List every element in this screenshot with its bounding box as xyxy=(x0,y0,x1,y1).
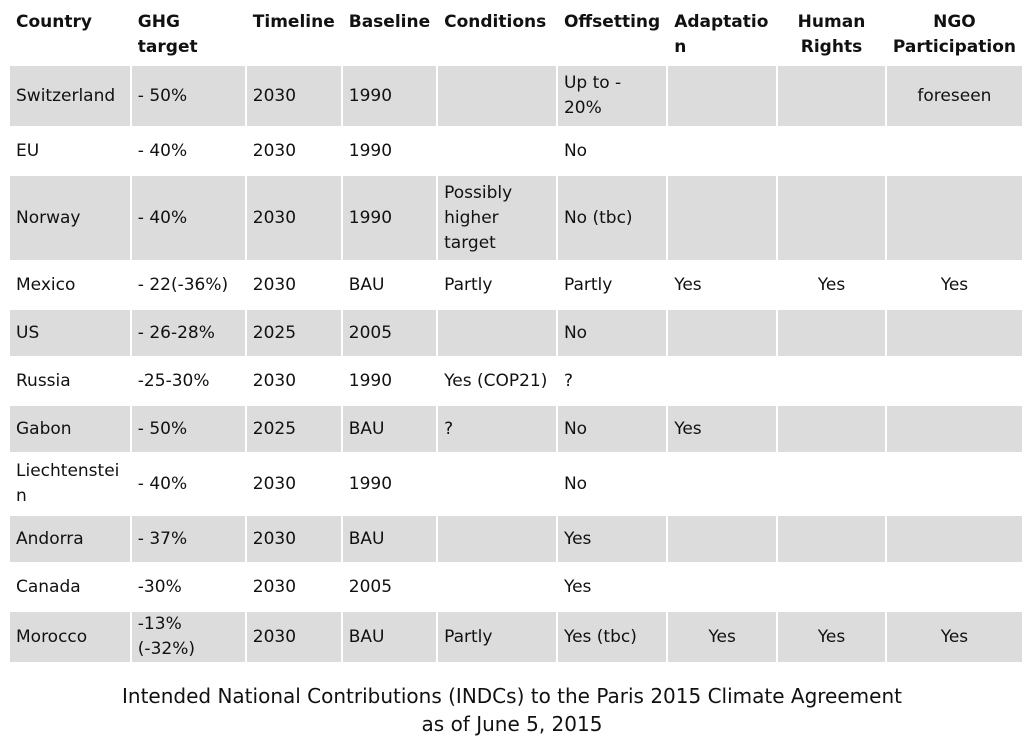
cell-country: Mexico xyxy=(16,274,76,295)
header-adaptation: Adaptatio n xyxy=(674,12,769,57)
cell-conditions: Partly xyxy=(444,274,493,295)
header-conditions: Conditions xyxy=(444,12,547,32)
cell-ngo-participation xyxy=(887,454,1022,514)
cell-timeline: 2030 xyxy=(247,612,341,662)
cell-conditions xyxy=(438,516,556,562)
cell-offsetting: Yes xyxy=(558,516,666,562)
header-timeline: Timeline xyxy=(252,12,335,32)
caption-line-1: Intended National Contributions (INDCs) to the Paris 2015 Climate Agreement xyxy=(122,684,902,708)
cell-timeline: 2030 xyxy=(252,473,297,494)
cell-ngo-participation xyxy=(887,406,1022,452)
table-row xyxy=(10,66,1022,126)
cell-human-rights xyxy=(778,516,885,562)
cell-ngo-participation xyxy=(887,128,1022,174)
table-header xyxy=(10,7,1022,64)
cell-human-rights xyxy=(778,564,885,610)
cell-offsetting: Partly xyxy=(563,274,613,295)
cell-human-rights xyxy=(778,176,885,260)
cell-ghg-target: - 26-28% xyxy=(132,310,245,356)
table-row xyxy=(10,612,1022,662)
cell-offsetting: ? xyxy=(563,370,573,391)
cell-offsetting: Up to - 20% xyxy=(558,66,666,126)
table-caption xyxy=(0,682,1024,738)
cell-ghg-target: -25-30% xyxy=(137,370,210,391)
header-baseline: Baseline xyxy=(348,12,431,32)
cell-country: Norway xyxy=(10,176,130,260)
cell-offsetting: Yes (tbc) xyxy=(558,612,666,662)
cell-conditions: Possibly higher target xyxy=(438,176,556,260)
table-row xyxy=(10,128,1022,174)
cell-human-rights xyxy=(778,406,885,452)
cell-human-rights: Yes xyxy=(817,274,846,295)
cell-baseline: 1990 xyxy=(348,473,393,494)
cell-baseline: BAU xyxy=(343,612,436,662)
cell-timeline: 2025 xyxy=(247,406,341,452)
cell-country: US xyxy=(10,310,130,356)
cell-ngo-participation xyxy=(887,564,1022,610)
table-row xyxy=(10,358,1022,404)
cell-conditions: Partly xyxy=(438,612,556,662)
cell-adaptation: Yes xyxy=(668,406,776,452)
cell-offsetting: No xyxy=(563,140,588,161)
cell-offsetting: No xyxy=(563,473,588,494)
table-row xyxy=(10,176,1022,260)
cell-ngo-participation xyxy=(887,358,1022,404)
cell-conditions xyxy=(438,454,556,514)
cell-country: Andorra xyxy=(10,516,130,562)
cell-ghg-target: - 50% xyxy=(132,406,245,452)
cell-ghg-target: - 40% xyxy=(132,176,245,260)
cell-conditions xyxy=(438,66,556,126)
cell-adaptation xyxy=(668,516,776,562)
cell-country: EU xyxy=(16,140,40,161)
cell-baseline: 2005 xyxy=(343,310,436,356)
cell-offsetting: No xyxy=(558,406,666,452)
table-row xyxy=(10,262,1022,308)
cell-conditions: Yes (COP21) xyxy=(444,370,548,391)
table-body xyxy=(10,66,1022,662)
table-row xyxy=(10,454,1022,514)
cell-baseline: 2005 xyxy=(348,576,393,597)
cell-adaptation xyxy=(668,66,776,126)
cell-timeline: 2025 xyxy=(247,310,341,356)
cell-conditions xyxy=(438,564,556,610)
cell-offsetting: No (tbc) xyxy=(558,176,666,260)
table-row xyxy=(10,516,1022,562)
cell-ngo-participation: Yes xyxy=(940,274,969,295)
cell-ghg-target: - 40% xyxy=(137,473,188,494)
cell-ghg-target: -30% xyxy=(137,576,182,597)
cell-human-rights xyxy=(778,66,885,126)
header-offsetting: Offsetting xyxy=(563,12,661,32)
cell-adaptation: Yes xyxy=(674,274,702,295)
cell-ghg-target: - 50% xyxy=(132,66,245,126)
cell-ngo-participation xyxy=(887,176,1022,260)
table-row xyxy=(10,406,1022,452)
cell-ngo-participation: foreseen xyxy=(887,66,1022,126)
cell-country: Canada xyxy=(16,576,81,597)
cell-baseline: BAU xyxy=(343,516,436,562)
cell-baseline: 1990 xyxy=(348,370,393,391)
cell-country: Russia xyxy=(16,370,71,391)
cell-adaptation xyxy=(668,310,776,356)
table-row xyxy=(10,564,1022,610)
cell-country: Morocco xyxy=(10,612,130,662)
cell-adaptation xyxy=(668,454,776,514)
cell-baseline: 1990 xyxy=(348,140,393,161)
cell-ghg-target: -13%(-32%) xyxy=(132,612,245,662)
header-human-rights: Human Rights xyxy=(797,12,866,57)
cell-human-rights xyxy=(778,128,885,174)
cell-human-rights: Yes xyxy=(778,612,885,662)
cell-human-rights xyxy=(778,358,885,404)
cell-conditions xyxy=(438,310,556,356)
cell-timeline: 2030 xyxy=(247,516,341,562)
cell-conditions: ? xyxy=(438,406,556,452)
header-country: Country xyxy=(16,12,92,32)
cell-ngo-participation xyxy=(887,310,1022,356)
caption-line-2: as of June 5, 2015 xyxy=(421,712,603,736)
cell-country: Switzerland xyxy=(10,66,130,126)
cell-ghg-target: - 40% xyxy=(137,140,188,161)
table-row xyxy=(10,310,1022,356)
cell-ghg-target: - 37% xyxy=(132,516,245,562)
cell-timeline: 2030 xyxy=(247,176,341,260)
cell-country: Liechtenstei n xyxy=(16,461,120,506)
cell-adaptation xyxy=(668,358,776,404)
cell-ngo-participation xyxy=(887,516,1022,562)
cell-country: Gabon xyxy=(10,406,130,452)
cell-baseline: 1990 xyxy=(343,66,436,126)
cell-human-rights xyxy=(778,310,885,356)
cell-offsetting: No xyxy=(558,310,666,356)
cell-timeline: 2030 xyxy=(252,274,297,295)
cell-adaptation: Yes xyxy=(668,612,776,662)
cell-human-rights xyxy=(778,454,885,514)
cell-ghg-target: - 22(-36%) xyxy=(137,274,229,295)
cell-ngo-participation: Yes xyxy=(887,612,1022,662)
header-row xyxy=(10,7,1022,64)
indc-table xyxy=(8,5,1024,664)
cell-timeline: 2030 xyxy=(252,576,297,597)
cell-baseline: 1990 xyxy=(343,176,436,260)
header-ghg-target: GHG target xyxy=(137,12,198,57)
cell-timeline: 2030 xyxy=(247,66,341,126)
cell-baseline: BAU xyxy=(343,406,436,452)
cell-timeline: 2030 xyxy=(252,140,297,161)
cell-offsetting: Yes xyxy=(563,576,592,597)
cell-adaptation xyxy=(668,128,776,174)
header-ngo-participation: NGO Participation xyxy=(892,12,1016,57)
cell-conditions xyxy=(438,128,556,174)
cell-adaptation xyxy=(668,176,776,260)
cell-timeline: 2030 xyxy=(252,370,297,391)
cell-adaptation xyxy=(668,564,776,610)
cell-baseline: BAU xyxy=(348,274,385,295)
